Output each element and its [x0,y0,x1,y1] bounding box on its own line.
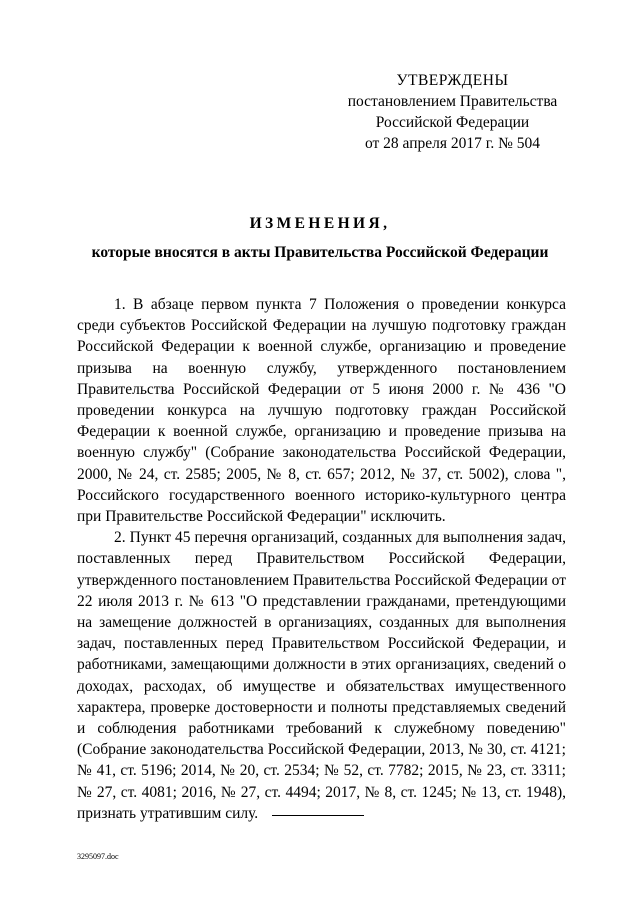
document-subtitle: которые вносятся в акты Правительства Российской Федерации [91,244,549,261]
document-title: ИЗМЕНЕНИЯ, [249,215,391,232]
approval-heading: УТВЕРЖДЕНЫ [396,72,509,89]
file-name-footer: 3295097.doc [77,852,119,861]
paragraph-1: 1. В абзаце первом пункта 7 Положения о проведении конкурса среди субъектов Российской Федерации на лучшую подготовку граждан Российской Федерации к военной службе, организацию и проведение призыва на военную службу, утвержденного постановлением Правительства Российской Федерации от 5 июня 2000 г. № 436 "О проведении конкурса на лучшую подготовку граждан Российской Федерации к военной службе, организацию и проведение призыва на военную службу" (Собрание законодательства Российской Федерации, 2000, № 24, ст. 2585; 2005, № 8, ст. 657; 2012, № 37, ст. 5002), слова ", Российского государственного военного историко-культурного центра при Правительстве Российской Федерации" исключить. [77,296,566,526]
closing-rule [272,815,364,816]
approval-line-3: от 28 апреля 2017 г. № 504 [364,135,541,152]
document-body [77,294,566,824]
paragraph-2: 2. Пункт 45 перечня организаций, созданных для выполнения задач, поставленных перед Правительством Российской Федерации, утвержденного постановлением Правительства Российской Федерации от 22 июля 2013 г. № 613 "О представлении гражданами, претендующими на замещение должностей в организациях, созданных для выполнения задач, поставленных перед Правительством Российской Федерации, и работниками, замещающими должности в этих организациях, сведений о доходах, расходах, об имуществе и обязательствах имущественного характера, проверке достоверности и полноты представляемых сведений и соблюдения работниками требований к служебному поведению" (Собрание законодательства Российской Федерации, 2013, № 30, ст. 4121; № 41, ст. 5196; 2014, № 20, ст. 2534; № 52, ст. 7782; 2015, № 23, ст. 3311; № 27, ст. 4081; 2016, № 27, ст. 4494; 2017, № 8, ст. 1245; № 13, ст. 1948), признать утратившим силу. [77,529,566,822]
approval-block [330,70,575,154]
approval-line-1: постановлением Правительства [347,93,558,110]
approval-line-2: Российской Федерации [375,114,530,131]
